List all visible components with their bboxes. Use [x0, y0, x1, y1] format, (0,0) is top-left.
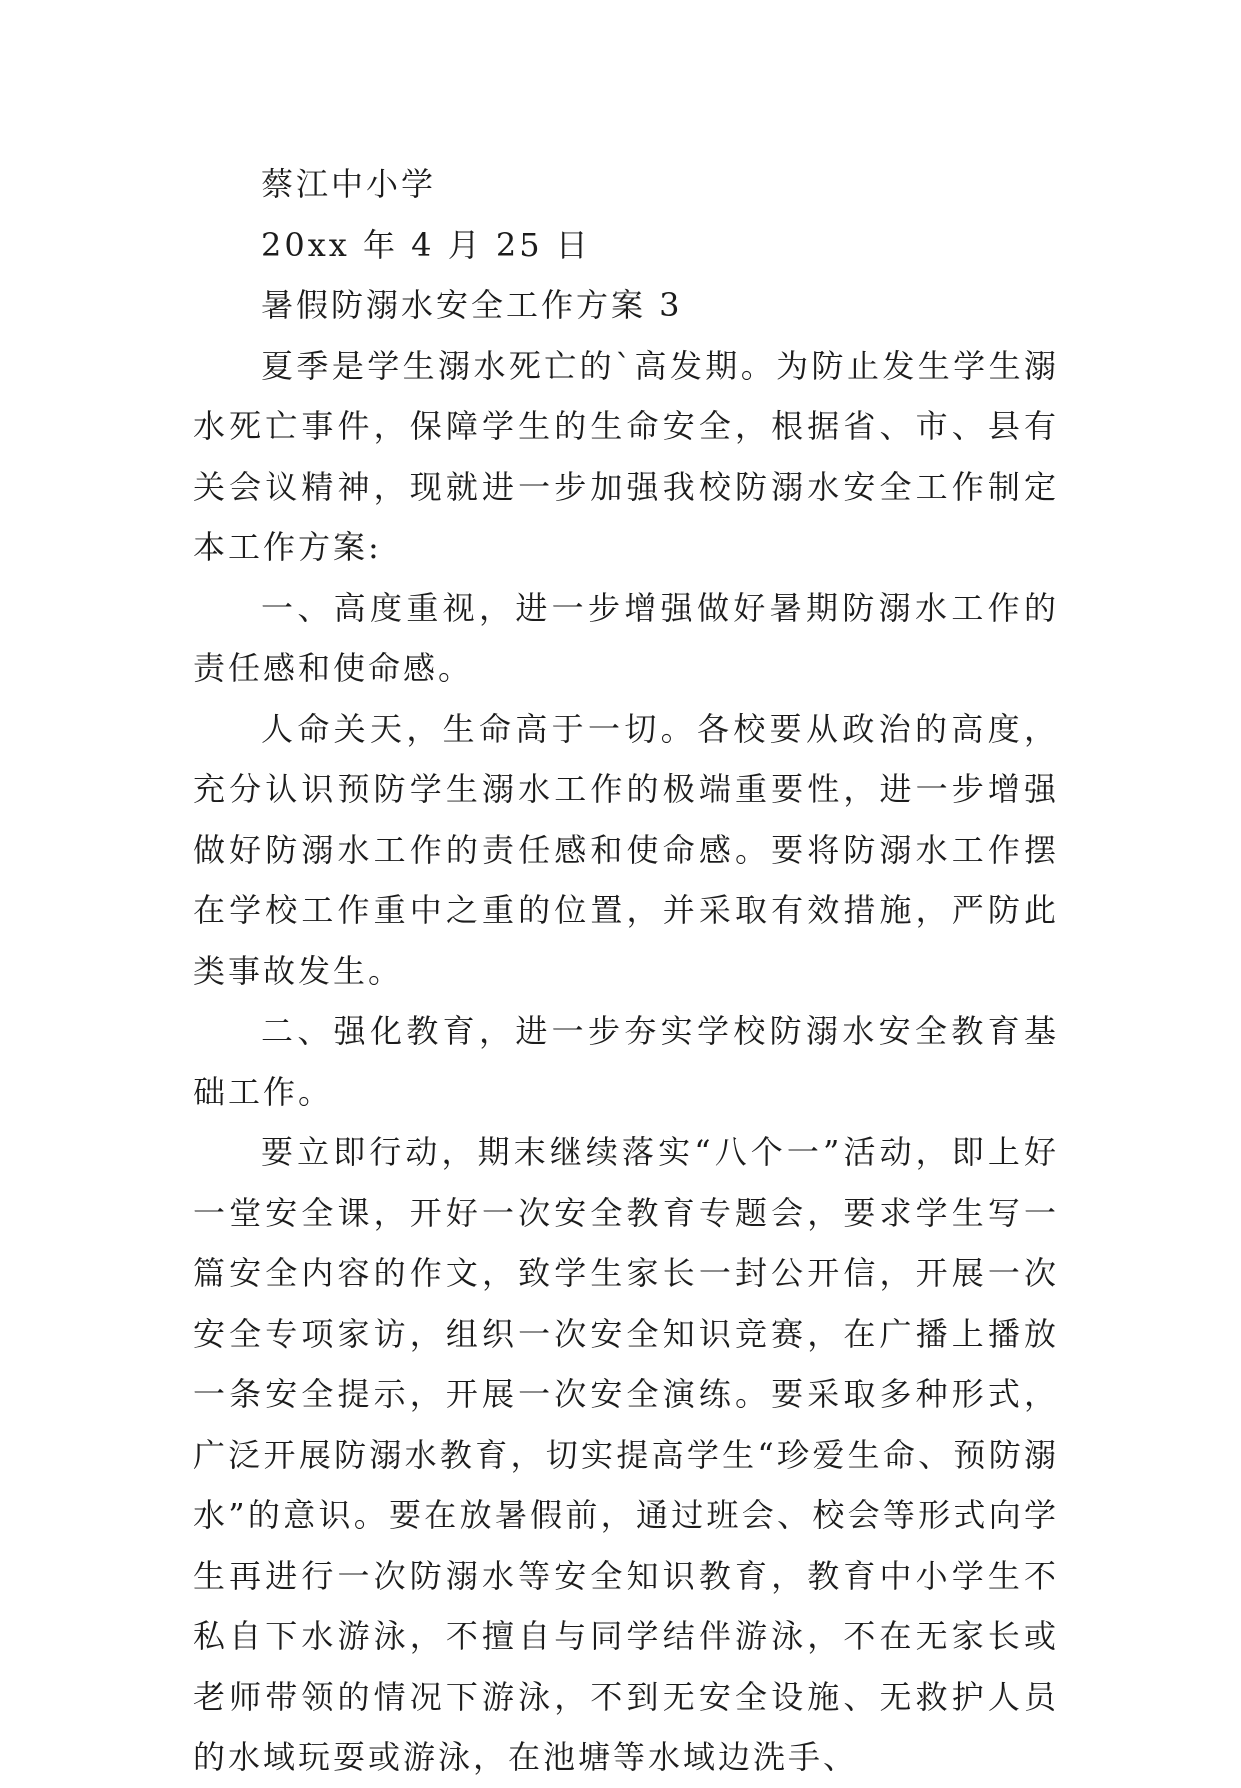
document-date: 20xx 年 4 月 25 日 [261, 225, 591, 264]
school-name: 蔡江中小学 [261, 165, 437, 203]
paragraph-section-1: 人命关天，生命高于一切。各校要从政治的高度，充分认识预防学生溺水工作的极端重要性，进一步增强做好防溺水工作的责任感和使命感。要将防溺水工作摆在学校工作重中之重的位置，并采取有效措施，严防此类事故发生。 [193, 709, 1059, 990]
document-title: 暑假防溺水安全工作方案 3 [261, 286, 683, 324]
section-heading-1: 一、高度重视，进一步增强做好暑期防溺水工作的责任感和使命感。 [193, 588, 1059, 687]
document-body [193, 154, 1059, 1788]
section-heading-2: 二、强化教育，进一步夯实学校防溺水安全教育基础工作。 [193, 1012, 1059, 1111]
paragraph-intro: 夏季是学生溺水死亡的`高发期。为防止发生学生溺水死亡事件，保障学生的生命安全，根据省、市、县有关会议精神，现就进一步加强我校防溺水安全工作制定本工作方案: [193, 346, 1059, 566]
paragraph-section-2: 要立即行动，期末继续落实“八个一”活动，即上好一堂安全课，开好一次安全教育专题会，要求学生写一篇安全内容的作文，致学生家长一封公开信，开展一次安全专项家访，组织一次安全知识竞赛，在广播上播放一条安全提示，开展一次安全演练。要采取多种形式，广泛开展防溺水教育，切实提高学生“珍爱生命、预防溺水”的意识。要在放暑假前，通过班会、校会等形式向学生再进行一次防溺水等安全知识教育，教育中小学生不私自下水游泳，不擅自与同学结伴游泳，不在无家长或老师带领的情况下游泳，不到无安全设施、无救护人员的水域玩耍或游泳，在池塘等水域边洗手、 [193, 1133, 1059, 1776]
